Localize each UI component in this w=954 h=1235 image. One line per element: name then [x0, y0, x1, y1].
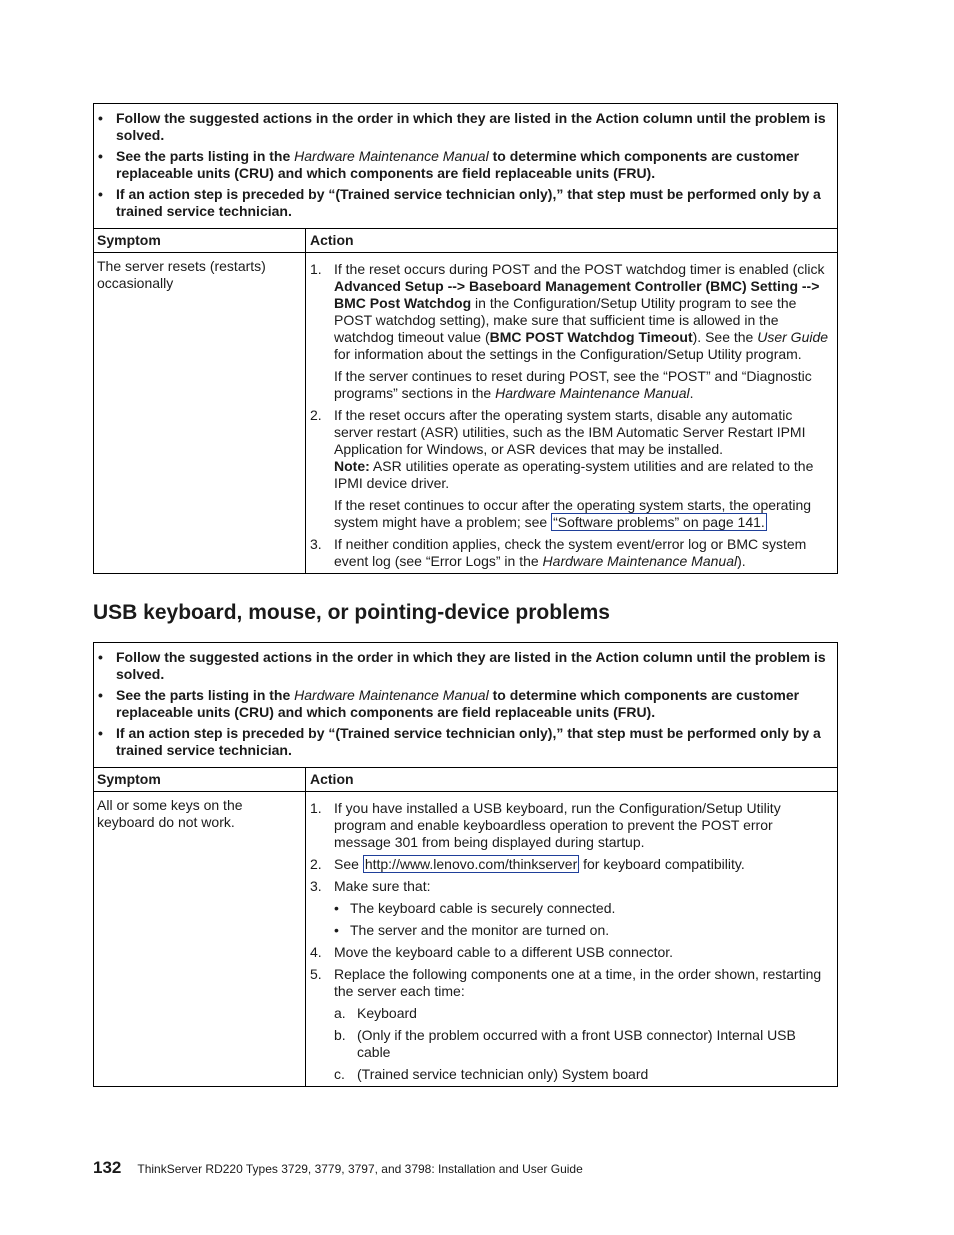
note-item: • See the parts listing in the Hardware Maintenance Manual to determine which components are customer replaceable units (CRU) and which components are field replaceable units (FRU). [98, 148, 800, 181]
sub-step: c. (Trained service technician only) System board [334, 1066, 649, 1082]
action-step: 1. If you have installed a USB keyboard, run the Configuration/Setup Utility program and enable keyboardless operation to prevent the POST error message 301 from being displayed during startup. [310, 800, 781, 850]
action-step: 5. Replace the following components one at a time, in the order shown, restarting the server each time: a. Keyboard b. (Only if the problem occurred with a front USB connector) Internal USB cable c. (Trained service technician only) System board [310, 966, 833, 1083]
symptom-header: Symptom [94, 229, 306, 252]
note-item: • Follow the suggested actions in the order in which they are listed in the Action column until the problem is solved. [98, 110, 826, 143]
symptom-header: Symptom [94, 768, 306, 791]
sub-step: b. (Only if the problem occurred with a front USB connector) Internal USB cable [334, 1027, 796, 1060]
table-row [94, 792, 837, 1086]
page-number: 132 [93, 1158, 122, 1177]
action-cell [306, 792, 837, 1086]
note-item: • See the parts listing in the Hardware Maintenance Manual to determine which components are customer replaceable units (CRU) and which components are field replaceable units (FRU). [98, 687, 800, 720]
bullet-item: • The server and the monitor are turned on. [334, 922, 610, 938]
action-header: Action [310, 771, 354, 787]
action-header: Action [310, 232, 354, 248]
note-item: • Follow the suggested actions in the order in which they are listed in the Action column until the problem is solved. [98, 649, 826, 682]
note-item: • If an action step is preceded by “(Trained service technician only),” that step must be performed only by a trained service technician. [98, 186, 821, 219]
thinkserver-link[interactable]: http://www.lenovo.com/thinkserver [364, 856, 578, 872]
action-cell [306, 253, 837, 573]
footer-title: ThinkServer RD220 Types 3729, 3779, 3797, and 3798: Installation and User Guide [137, 1162, 583, 1176]
troubleshooting-table-usb [93, 642, 838, 1087]
troubleshooting-table-reset [93, 103, 838, 574]
table-notes [94, 104, 837, 229]
action-step: 1. If the reset occurs during POST and the POST watchdog timer is enabled (click Advanced Setup --> Baseboard Management Controller (BMC) Setting --> BMC Post Watchdog in the Configuration/Setup Utility program to see the POST watchdog setting), make sure that sufficient time is allowed in the watchdog timeout value (BMC POST Watchdog Timeout). See the User Guide for information about the settings in the Configuration/Setup Utility program. If the server continues to reset during POST, see the “POST” and “Diagnostic programs” sections in the Hardware Maintenance Manual. [310, 261, 829, 401]
action-step: 4. Move the keyboard cable to a different USB connector. [310, 944, 674, 960]
symptom-cell: The server resets (restarts) occasionally [94, 253, 306, 573]
bullet-item: • The keyboard cable is securely connected. [334, 900, 616, 916]
action-step: 3. Make sure that: • The keyboard cable is securely connected. • The server and the monitor are turned on. [310, 878, 833, 939]
sub-step: a. Keyboard [334, 1005, 417, 1021]
action-step: 2. If the reset occurs after the operating system starts, disable any automatic server restart (ASR) utilities, such as the IBM Automatic Server Restart IPMI Application for Windows, or ASR devices that may be installed. Note: ASR utilities operate as operating-system utilities and are related to the IPMI device driver. If the reset continues to occur after the operating system starts, the operating system might have a problem; see “Software problems” on page 141. [310, 407, 814, 530]
table-notes [94, 643, 837, 768]
action-step: 3. If neither condition applies, check the system event/error log or BMC system event log (see “Error Logs” in the Hardware Maintenance Manual). [310, 536, 807, 569]
table-row [94, 253, 837, 573]
note-item: • If an action step is preceded by “(Trained service technician only),” that step must be performed only by a trained service technician. [98, 725, 821, 758]
page-footer [93, 1159, 583, 1178]
symptom-cell: All or some keys on the keyboard do not work. [94, 792, 306, 1086]
software-problems-link[interactable]: “Software problems” on page 141. [553, 514, 765, 530]
action-step: 2. See http://www.lenovo.com/thinkserver for keyboard compatibility. [310, 856, 745, 872]
table-header-row [94, 229, 837, 253]
section-title: USB keyboard, mouse, or pointing-device problems [93, 601, 610, 624]
table-header-row [94, 768, 837, 792]
